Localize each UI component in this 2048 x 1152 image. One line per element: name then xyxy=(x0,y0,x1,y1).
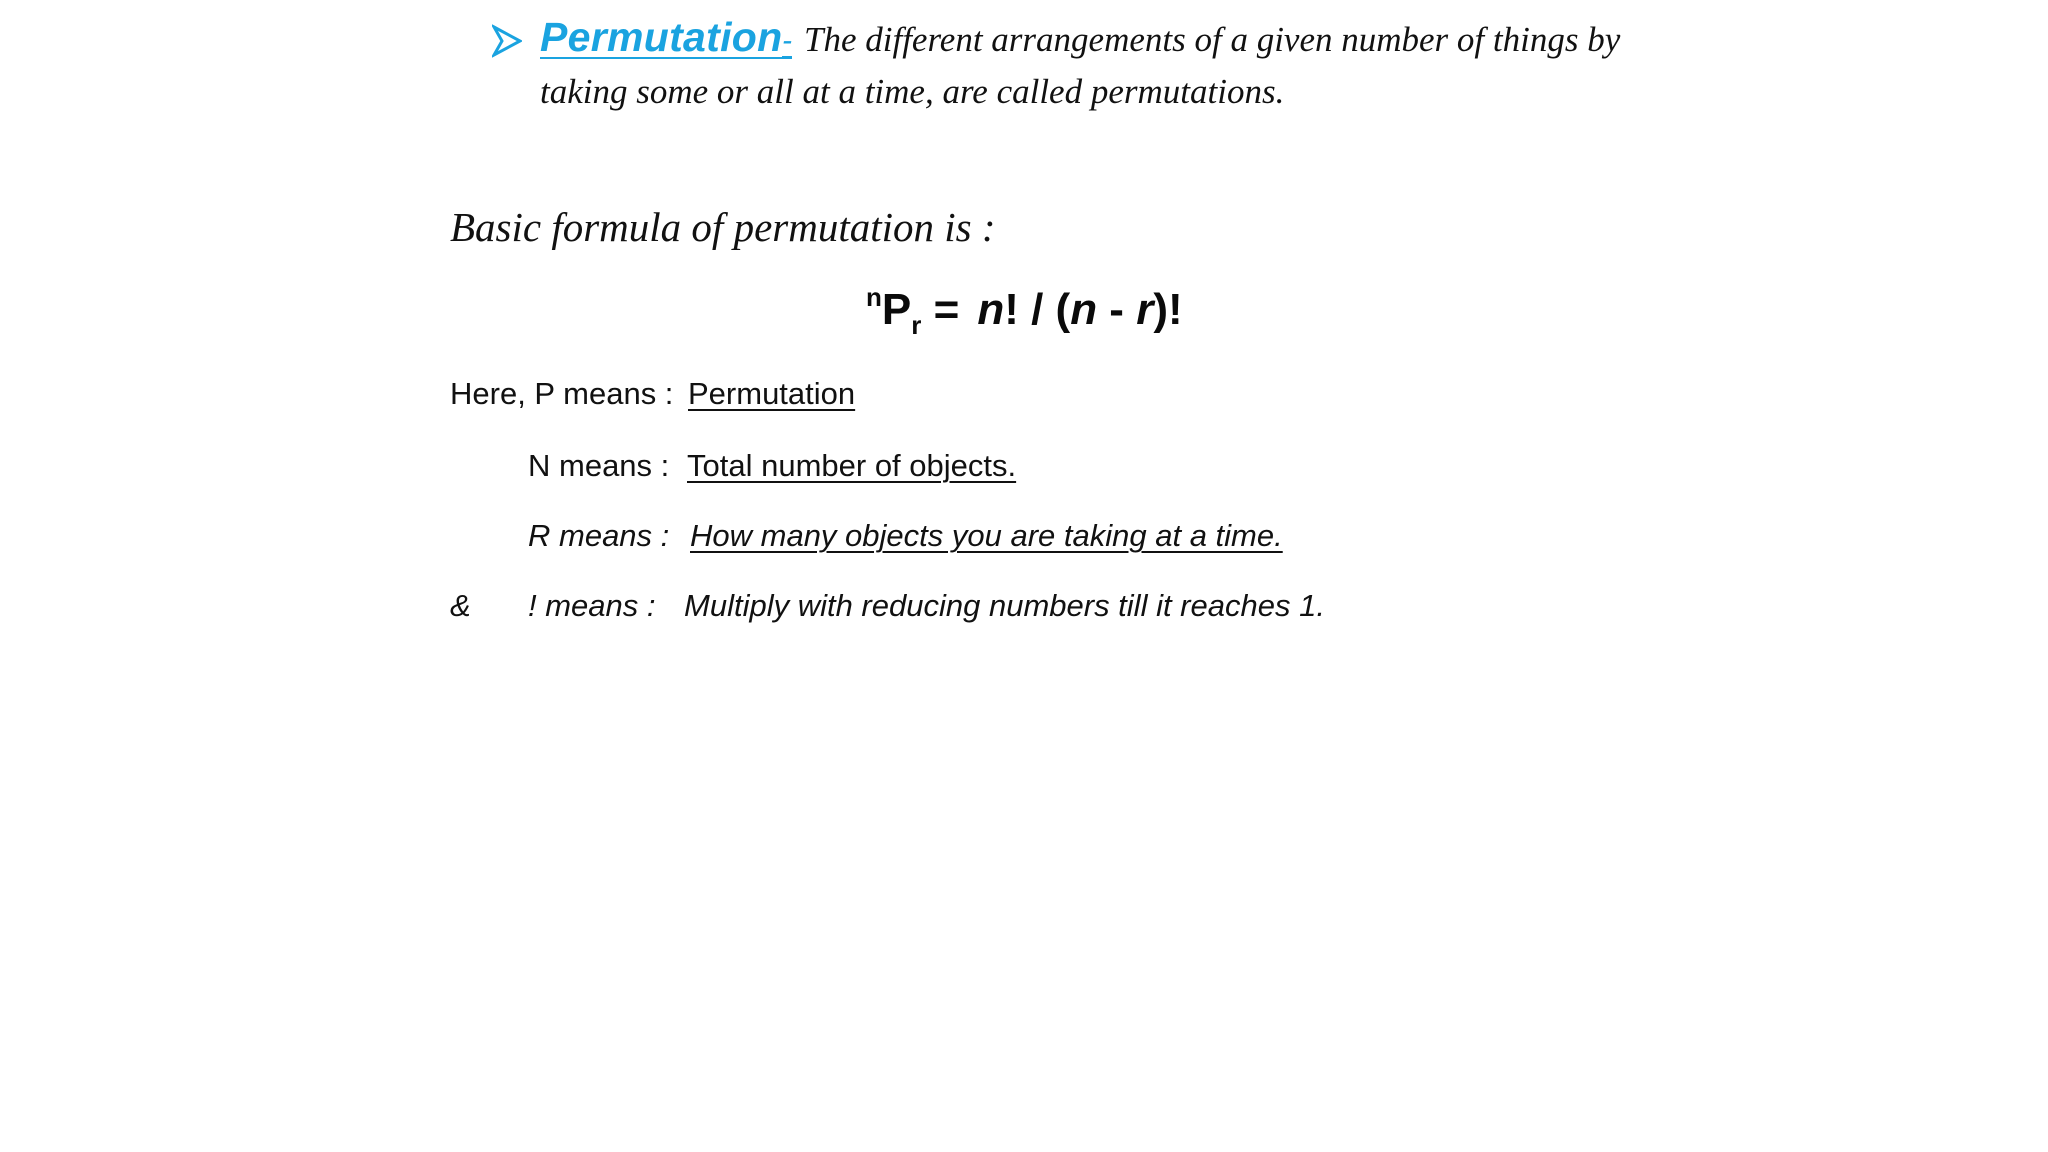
formula-r: r xyxy=(1136,285,1154,334)
formula-minus: - xyxy=(1097,285,1137,334)
definition-row-factorial xyxy=(450,588,1325,624)
formula-n-inner: n xyxy=(1070,285,1098,334)
definition-row-r xyxy=(528,518,1283,554)
ampersand: & xyxy=(450,588,471,623)
bang-label: ! means : xyxy=(528,588,656,623)
formula-middle: ! / ( xyxy=(1004,285,1071,334)
basic-formula-label: Basic formula of permutation is : xyxy=(450,204,996,250)
formula-superscript-n: n xyxy=(866,282,882,312)
r-label: R means : xyxy=(528,518,670,553)
term-permutation: Permutation xyxy=(540,14,783,60)
p-value: Permutation xyxy=(688,376,856,411)
formula-equals: = xyxy=(933,285,960,334)
definition-line-2: taking some or all at a time, are called permutations. xyxy=(540,72,1285,111)
definition-row-n xyxy=(528,448,1016,484)
formula-end: )! xyxy=(1153,285,1183,334)
r-value: How many objects you are taking at a time. xyxy=(690,518,1283,553)
formula-subscript-r: r xyxy=(911,310,922,340)
formula-n: n xyxy=(977,285,1005,334)
p-label: Here, P means : xyxy=(450,376,674,411)
arrow-bullet-icon xyxy=(492,24,522,58)
term-dash: - xyxy=(782,24,792,57)
bang-value: Multiply with reducing numbers till it reaches 1. xyxy=(684,588,1325,623)
n-label: N means : xyxy=(528,448,670,483)
formula-base-p: P xyxy=(881,285,912,334)
definition-row-p xyxy=(450,376,855,412)
n-value: Total number of objects. xyxy=(687,448,1017,483)
permutation-formula xyxy=(866,282,1183,341)
definition-line-1: The different arrangements of a given number of things by xyxy=(804,20,1621,59)
